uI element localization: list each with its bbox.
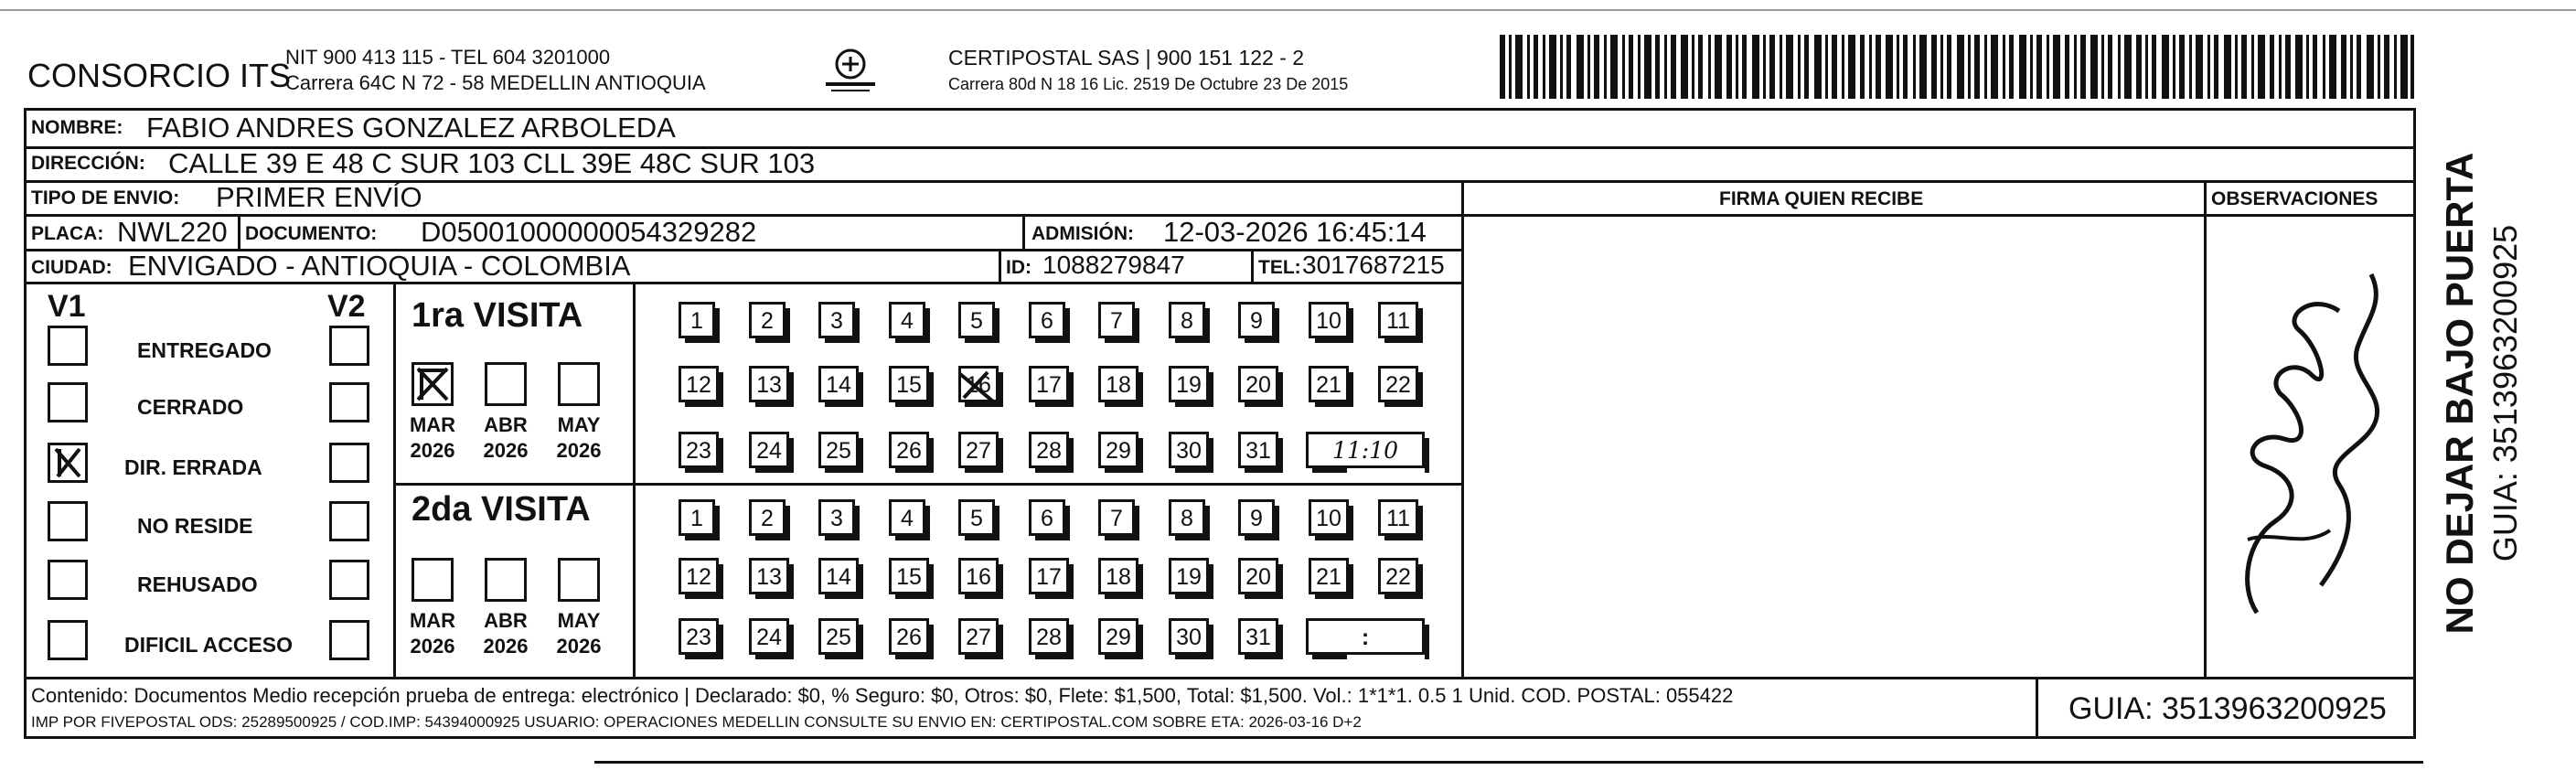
month-year: 2026 xyxy=(556,635,602,658)
day-checkbox[interactable]: 29 xyxy=(1098,618,1138,655)
side-warning: NO DEJAR BAJO PUERTA xyxy=(2438,152,2481,635)
v2-checkbox[interactable] xyxy=(329,560,369,600)
direccion-value: CALLE 39 E 48 C SUR 103 CLL 39E 48C SUR 103 xyxy=(168,147,816,179)
day-checkbox[interactable]: 10 xyxy=(1309,302,1349,338)
month-year: 2026 xyxy=(410,635,455,658)
nombre-value: FABIO ANDRES GONZALEZ ARBOLEDA xyxy=(146,112,676,144)
day-checkbox[interactable]: 21 xyxy=(1309,558,1349,594)
v1-checkbox[interactable] xyxy=(48,443,88,483)
month-checkbox-abr[interactable] xyxy=(485,362,527,406)
day-checkbox[interactable]: 22 xyxy=(1378,366,1418,402)
footer-guia: GUIA: 3513963200925 xyxy=(2068,691,2387,726)
day-checkbox[interactable]: 11 xyxy=(1378,302,1418,338)
day-checkbox[interactable]: 17 xyxy=(1029,366,1069,402)
admision-value: 12-03-2026 16:45:14 xyxy=(1163,216,1427,248)
col-line xyxy=(2204,180,2207,677)
first-visit-title: 1ra VISITA xyxy=(412,296,583,335)
month-label: MAR xyxy=(409,413,456,436)
month-label: MAR xyxy=(409,609,456,632)
documento-label: DOCUMENTO: xyxy=(245,223,378,244)
second-visit-time-box xyxy=(1306,618,1425,655)
reason-label: NO RESIDE xyxy=(137,514,253,538)
day-checkbox[interactable]: 28 xyxy=(1029,618,1069,655)
reason-label: REHUSADO xyxy=(137,572,258,596)
col-line xyxy=(238,214,240,249)
carrier-name: CERTIPOSTAL SAS | 900 151 122 - 2 xyxy=(948,46,1305,70)
day-checkbox[interactable]: 23 xyxy=(679,618,719,655)
day-checkbox[interactable]: 9 xyxy=(1238,302,1275,338)
col-line xyxy=(1022,214,1025,249)
day-checkbox[interactable]: 28 xyxy=(1029,432,1069,468)
month-checkbox-may[interactable] xyxy=(558,362,600,406)
v2-checkbox[interactable] xyxy=(329,382,369,422)
observaciones-label: OBSERVACIONES xyxy=(2211,188,2378,209)
day-checkbox[interactable]: 15 xyxy=(889,366,929,402)
day-checkbox[interactable]: 26 xyxy=(889,432,929,468)
day-checkbox[interactable]: 27 xyxy=(958,618,999,655)
day-checkbox[interactable]: 19 xyxy=(1169,366,1209,402)
company-address: Carrera 64C N 72 - 58 MEDELLIN ANTIOQUIA xyxy=(285,71,706,94)
month-checkbox-abr[interactable] xyxy=(485,558,527,602)
day-checkbox[interactable]: 20 xyxy=(1238,558,1278,594)
day-checkbox[interactable]: 5 xyxy=(958,302,995,338)
day-checkbox[interactable]: 26 xyxy=(889,618,929,655)
month-checkbox-mar[interactable] xyxy=(412,558,454,602)
id-label: ID: xyxy=(1006,257,1031,278)
day-checkbox[interactable]: 25 xyxy=(818,618,859,655)
day-checkbox[interactable]: 5 xyxy=(958,499,995,536)
day-checkbox[interactable]: 25 xyxy=(818,432,859,468)
month-checkbox-mar[interactable] xyxy=(412,362,454,406)
day-checkbox[interactable]: 14 xyxy=(818,366,859,402)
day-checkbox[interactable]: 6 xyxy=(1029,302,1065,338)
day-checkbox[interactable]: 31 xyxy=(1238,618,1278,655)
day-checkbox[interactable]: 6 xyxy=(1029,499,1065,536)
second-visit-title: 2da VISITA xyxy=(412,490,591,529)
footer-contenido: Contenido: Documentos Medio recepción prueba de entrega: electrónico | Declarado: $0, % Seguro: $0, Otros: $0, Flete: $1,500, Total: $1,500. Vol.: 1*1*1. 0.5 1 Unid. COD. POSTAL: 055422 xyxy=(31,684,1734,707)
v2-checkbox[interactable] xyxy=(329,443,369,483)
day-checkbox[interactable]: 9 xyxy=(1238,499,1275,536)
v1-checkbox[interactable] xyxy=(48,620,88,660)
day-checkbox[interactable]: 2 xyxy=(749,302,786,338)
month-label: ABR xyxy=(484,609,528,632)
footer-imp: IMP POR FIVEPOSTAL ODS: 25289500925 / COD.IMP: 54394000925 USUARIO: OPERACIONES MEDELLIN CONSULTE SU ENVIO EN: CERTIPOSTAL.COM SOBRE ETA: 2026-03-16 D+2 xyxy=(31,713,1362,731)
day-checkbox[interactable]: 30 xyxy=(1169,618,1209,655)
day-checkbox[interactable]: 1 xyxy=(679,302,715,338)
day-checkbox[interactable]: 31 xyxy=(1238,432,1278,468)
v2-checkbox[interactable] xyxy=(329,326,369,366)
day-checkbox[interactable]: 11 xyxy=(1378,499,1418,536)
first-visit-time-box xyxy=(1306,432,1425,468)
admision-label: ADMISIÓN: xyxy=(1031,223,1134,244)
day-checkbox[interactable]: 4 xyxy=(889,499,925,536)
placa-label: PLACA: xyxy=(31,223,104,244)
col-line xyxy=(1461,180,1464,677)
tel-label: TEL: xyxy=(1258,257,1301,278)
day-checkbox[interactable]: 14 xyxy=(818,558,859,594)
day-checkbox[interactable]: 15 xyxy=(889,558,929,594)
day-checkbox[interactable]: 13 xyxy=(749,558,789,594)
day-checkbox[interactable]: 27 xyxy=(958,432,999,468)
signature-scribble xyxy=(2211,238,2403,622)
col-line xyxy=(633,282,636,677)
certipostal-logo-icon xyxy=(818,46,882,96)
ciudad-label: CIUDAD: xyxy=(31,257,112,278)
tipo-envio-value: PRIMER ENVÍO xyxy=(216,181,422,213)
ciudad-value: ENVIGADO - ANTIOQUIA - COLOMBIA xyxy=(128,250,631,282)
month-label: MAY xyxy=(557,609,601,632)
day-checkbox[interactable]: 10 xyxy=(1309,499,1349,536)
firma-label: FIRMA QUIEN RECIBE xyxy=(1719,188,1924,209)
first-visit-time: 11:10 xyxy=(1331,437,1399,464)
nombre-label: NOMBRE: xyxy=(31,117,123,138)
company-name: CONSORCIO ITS xyxy=(27,57,292,94)
day-checkbox[interactable]: 23 xyxy=(679,432,719,468)
tel-value: 3017687215 xyxy=(1302,251,1445,279)
v2-checkbox[interactable] xyxy=(329,501,369,541)
day-checkbox[interactable]: 29 xyxy=(1098,432,1138,468)
v1-checkbox[interactable] xyxy=(48,326,88,366)
day-checkbox[interactable]: 12 xyxy=(679,558,719,594)
day-checkbox[interactable]: 16 xyxy=(958,366,999,402)
company-nit: NIT 900 413 115 - TEL 604 3201000 xyxy=(285,46,611,69)
reason-label: DIFICIL ACCESO xyxy=(124,633,294,657)
col-line xyxy=(2036,677,2038,739)
day-checkbox[interactable]: 4 xyxy=(889,302,925,338)
day-checkbox[interactable]: 24 xyxy=(749,432,789,468)
month-checkbox-may[interactable] xyxy=(558,558,600,602)
day-checkbox[interactable]: 3 xyxy=(818,302,855,338)
row-line xyxy=(24,677,2416,679)
col-line xyxy=(393,282,396,677)
second-visit-time: : xyxy=(1361,625,1370,650)
reason-label: CERRADO xyxy=(137,395,244,419)
barcode xyxy=(1500,35,2414,99)
day-checkbox[interactable]: 19 xyxy=(1169,558,1209,594)
v2-label: V2 xyxy=(327,289,366,324)
col-line xyxy=(999,249,1001,282)
v1-checkbox[interactable] xyxy=(48,560,88,600)
day-checkbox[interactable]: 17 xyxy=(1029,558,1069,594)
placa-value: NWL220 xyxy=(117,216,228,248)
day-checkbox[interactable]: 16 xyxy=(958,558,999,594)
month-label: MAY xyxy=(557,413,601,436)
day-checkbox[interactable]: 1 xyxy=(679,499,715,536)
bottom-rule xyxy=(594,761,2423,764)
day-checkbox[interactable]: 8 xyxy=(1169,499,1205,536)
day-checkbox[interactable]: 30 xyxy=(1169,432,1209,468)
day-checkbox[interactable]: 2 xyxy=(749,499,786,536)
day-checkbox[interactable]: 24 xyxy=(749,618,789,655)
tipo-envio-label: TIPO DE ENVIO: xyxy=(31,187,180,209)
carrier-address: Carrera 80d N 18 16 Lic. 2519 De Octubre 23 De 2015 xyxy=(948,75,1349,93)
v2-checkbox[interactable] xyxy=(329,620,369,660)
day-checkbox[interactable]: 12 xyxy=(679,366,719,402)
day-checkbox[interactable]: 13 xyxy=(749,366,789,402)
day-checkbox[interactable]: 22 xyxy=(1378,558,1418,594)
col-line xyxy=(1251,249,1254,282)
day-checkbox[interactable]: 8 xyxy=(1169,302,1205,338)
day-checkbox[interactable]: 18 xyxy=(1098,366,1138,402)
v1-label: V1 xyxy=(48,289,86,324)
reason-label: ENTREGADO xyxy=(137,338,272,362)
v1-checkbox[interactable] xyxy=(48,382,88,422)
month-year: 2026 xyxy=(483,635,529,658)
month-label: ABR xyxy=(484,413,528,436)
month-year: 2026 xyxy=(410,439,455,462)
day-checkbox[interactable]: 20 xyxy=(1238,366,1278,402)
documento-value: D05001000000054329282 xyxy=(421,216,757,248)
day-checkbox[interactable]: 7 xyxy=(1098,302,1135,338)
direccion-label: DIRECCIÓN: xyxy=(31,153,145,174)
month-year: 2026 xyxy=(483,439,529,462)
reason-label: DIR. ERRADA xyxy=(124,455,262,479)
id-value: 1088279847 xyxy=(1042,251,1185,279)
day-checkbox[interactable]: 18 xyxy=(1098,558,1138,594)
month-year: 2026 xyxy=(556,439,602,462)
top-rule xyxy=(0,9,2576,11)
visit-divider xyxy=(393,483,1461,486)
day-checkbox[interactable]: 21 xyxy=(1309,366,1349,402)
v1-checkbox[interactable] xyxy=(48,501,88,541)
day-checkbox[interactable]: 7 xyxy=(1098,499,1135,536)
day-checkbox[interactable]: 3 xyxy=(818,499,855,536)
side-guia: GUIA: 3513963200925 xyxy=(2486,224,2524,562)
